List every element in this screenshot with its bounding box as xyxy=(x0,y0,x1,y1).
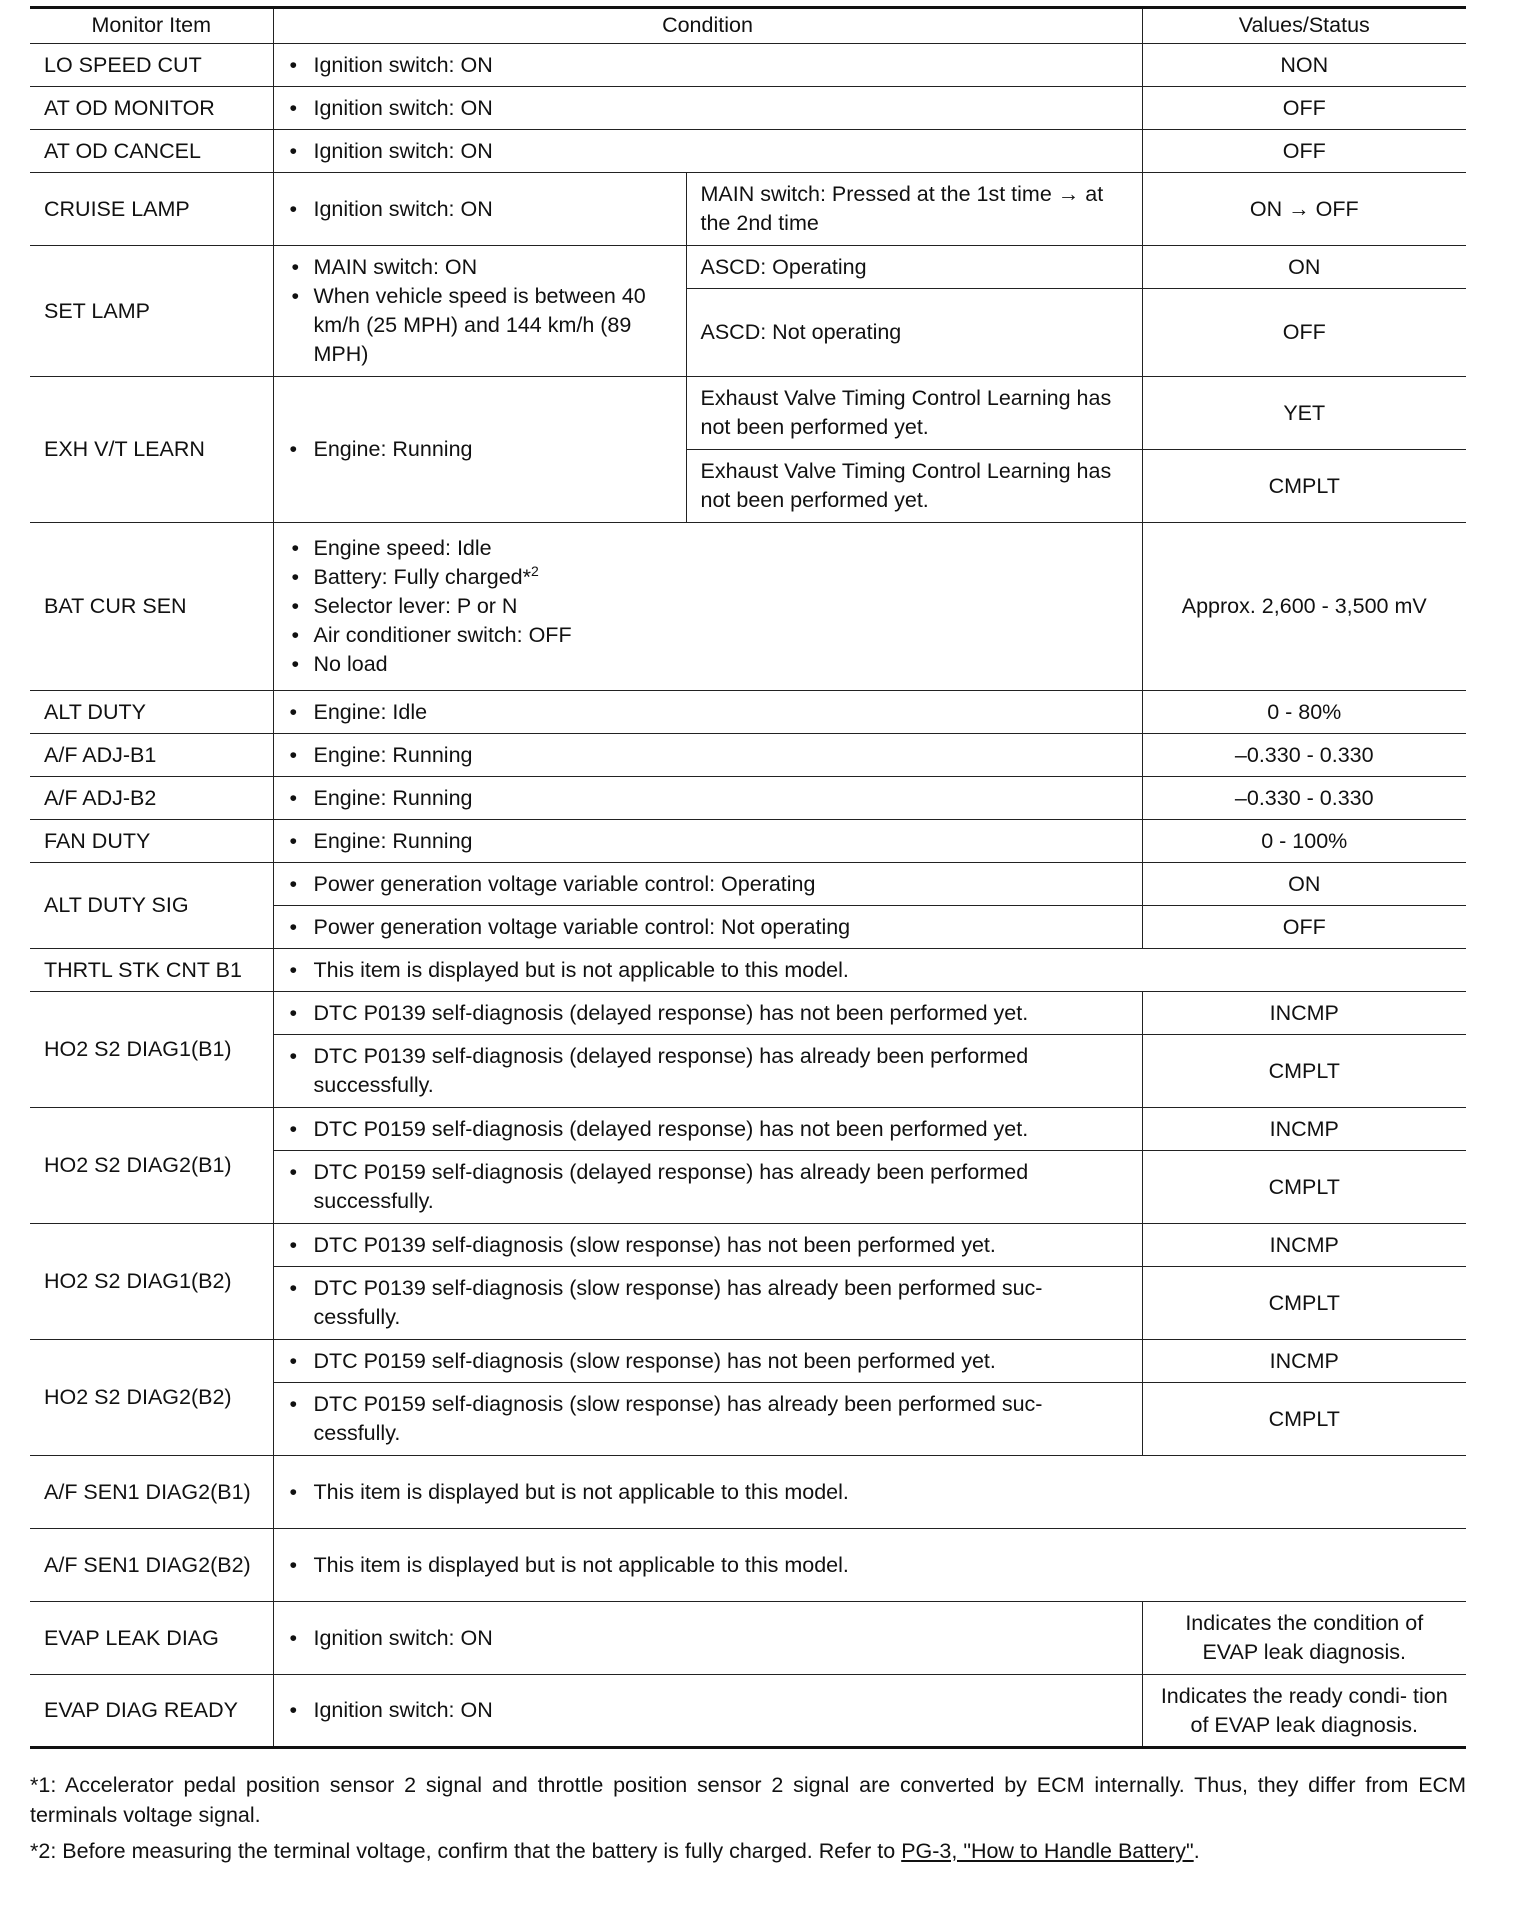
condition-text: Ignition switch: ON xyxy=(313,196,493,221)
condition xyxy=(273,130,1142,173)
condition-text: Ignition switch: ON xyxy=(313,95,493,120)
condition-text: Engine: Running xyxy=(313,437,473,461)
condition xyxy=(273,1602,1142,1675)
condition-text: Power generation voltage variable control: Not operating xyxy=(313,914,851,939)
condition-text: DTC P0159 self-diagnosis (slow response) has already been performed suc- cessfully. xyxy=(313,1392,1043,1445)
value-status: Approx. 2,600 - 3,500 mV xyxy=(1142,523,1466,691)
condition-text: This item is displayed but is not applicable to this model. xyxy=(313,1552,849,1577)
condition xyxy=(273,691,1142,734)
condition-text: Ignition switch: ON xyxy=(313,52,493,77)
monitor-item: EXH V/T LEARN xyxy=(30,377,273,523)
bullet: • xyxy=(291,623,300,647)
condition xyxy=(273,1035,1142,1108)
bullet: • xyxy=(291,652,300,676)
value-status: CMPLT xyxy=(1142,1267,1466,1340)
value-status: Indicates the condition of EVAP leak diagnosis. xyxy=(1142,1602,1466,1675)
bullet: • xyxy=(291,536,300,560)
table-header-row xyxy=(30,8,1466,44)
monitor-item: CRUISE LAMP xyxy=(30,173,273,246)
condition-text: DTC P0159 self-diagnosis (slow response) has not been performed yet. xyxy=(313,1348,996,1373)
bullet: • xyxy=(291,284,300,308)
bullet: • xyxy=(289,1625,298,1650)
condition xyxy=(273,173,686,246)
condition xyxy=(273,87,1142,130)
monitor-item: HO2 S2 DIAG1(B2) xyxy=(30,1224,273,1340)
value-status: INCMP xyxy=(1142,992,1466,1035)
condition-text: Ignition switch: ON xyxy=(313,1625,493,1650)
condition xyxy=(273,734,1142,777)
monitor-item: HO2 S2 DIAG2(B2) xyxy=(30,1340,273,1456)
condition-text: Engine speed: Idle xyxy=(313,536,492,560)
condition-text: DTC P0139 self-diagnosis (slow response) has not been performed yet. xyxy=(313,1232,996,1257)
condition xyxy=(273,1151,1142,1224)
value-status: –0.330 - 0.330 xyxy=(1142,734,1466,777)
bullet: • xyxy=(289,1000,298,1025)
bullet: • xyxy=(289,742,298,767)
table-row xyxy=(30,1602,1466,1675)
table-row xyxy=(30,246,1466,289)
bullet: • xyxy=(289,1698,298,1722)
condition-text: Air conditioner switch: OFF xyxy=(313,623,572,647)
footnote-2-text: *2: Before measuring the terminal voltage, confirm that the battery is fully charged. Refer to xyxy=(30,1839,902,1863)
table-row xyxy=(30,1675,1466,1748)
footnote-1: *1: Accelerator pedal position sensor 2 signal and throttle position sensor 2 signal are converted by ECM internally. Thus, they differ from ECM terminals voltage signal. xyxy=(30,1773,1466,1827)
table-row xyxy=(30,1456,1466,1529)
footnote-marker: 2 xyxy=(531,562,539,579)
condition-text: DTC P0159 self-diagnosis (delayed response) has not been performed yet. xyxy=(313,1116,1029,1141)
condition-text: Power generation voltage variable control: Operating xyxy=(313,871,816,896)
monitor-item: HO2 S2 DIAG1(B1) xyxy=(30,992,273,1108)
value-status: YET xyxy=(1142,377,1466,450)
bullet: • xyxy=(289,785,298,810)
bullet: • xyxy=(289,914,298,939)
monitor-item-table xyxy=(30,6,1466,1749)
condition-text: Selector lever: P or N xyxy=(313,594,518,618)
bullet: • xyxy=(289,95,298,120)
bullet: • xyxy=(289,196,298,221)
monitor-item: A/F SEN1 DIAG2(B2) xyxy=(30,1529,273,1602)
value-status: NON xyxy=(1142,44,1466,87)
bullet: • xyxy=(289,52,298,77)
sub-condition: Exhaust Valve Timing Control Learning has not been performed yet. xyxy=(686,450,1142,523)
bullet: • xyxy=(289,138,298,163)
condition-text: MAIN switch: ON xyxy=(313,255,478,279)
monitor-item: A/F ADJ-B2 xyxy=(30,777,273,820)
value-status: ON xyxy=(1142,246,1466,289)
bullet: • xyxy=(289,1552,298,1577)
monitor-item: ALT DUTY xyxy=(30,691,273,734)
table-row xyxy=(30,173,1466,246)
condition-text: When vehicle speed is between 40 km/h (25 MPH) and 144 km/h (89 MPH) xyxy=(313,284,646,366)
header-condition: Condition xyxy=(273,8,1142,44)
condition xyxy=(273,949,1466,992)
condition xyxy=(273,906,1142,949)
bullet: • xyxy=(289,1160,298,1184)
monitor-item: ALT DUTY SIG xyxy=(30,863,273,949)
bullet: • xyxy=(289,437,298,461)
monitor-item: THRTL STK CNT B1 xyxy=(30,949,273,992)
monitor-item: SET LAMP xyxy=(30,246,273,377)
table-row xyxy=(30,863,1466,906)
value-status: ON → OFF xyxy=(1142,173,1466,246)
condition xyxy=(273,863,1142,906)
table-row xyxy=(30,1529,1466,1602)
table-row xyxy=(30,377,1466,450)
monitor-item: AT OD CANCEL xyxy=(30,130,273,173)
condition-text: Engine: Running xyxy=(313,828,473,853)
condition xyxy=(273,246,686,377)
monitor-item: BAT CUR SEN xyxy=(30,523,273,691)
condition xyxy=(273,44,1142,87)
value-status: OFF xyxy=(1142,130,1466,173)
condition xyxy=(273,1267,1142,1340)
bullet: • xyxy=(289,699,298,724)
sub-condition: ASCD: Operating xyxy=(686,246,1142,289)
condition-text: Engine: Idle xyxy=(313,699,428,724)
table-row xyxy=(30,820,1466,863)
value-status: CMPLT xyxy=(1142,450,1466,523)
bullet: • xyxy=(291,594,300,618)
bullet: • xyxy=(291,255,300,279)
condition xyxy=(273,1529,1466,1602)
table-row xyxy=(30,734,1466,777)
value-status: INCMP xyxy=(1142,1340,1466,1383)
monitor-table-page xyxy=(30,6,1466,1749)
value-status: CMPLT xyxy=(1142,1151,1466,1224)
bullet: • xyxy=(289,1116,298,1141)
table-row xyxy=(30,1108,1466,1151)
value-status: INCMP xyxy=(1142,1108,1466,1151)
monitor-item: HO2 S2 DIAG2(B1) xyxy=(30,1108,273,1224)
sub-condition: Exhaust Valve Timing Control Learning has not been performed yet. xyxy=(686,377,1142,450)
condition-text: This item is displayed but is not applicable to this model. xyxy=(313,1479,849,1504)
value-status: 0 - 100% xyxy=(1142,820,1466,863)
condition xyxy=(273,777,1142,820)
monitor-item: LO SPEED CUT xyxy=(30,44,273,87)
footnote-2 xyxy=(30,1836,1466,1866)
condition xyxy=(273,377,686,523)
header-values-status: Values/Status xyxy=(1142,8,1466,44)
condition xyxy=(273,1224,1142,1267)
condition xyxy=(273,1108,1142,1151)
bullet: • xyxy=(291,565,300,589)
sub-condition: ASCD: Not operating xyxy=(686,289,1142,377)
monitor-item: A/F ADJ-B1 xyxy=(30,734,273,777)
condition-text: Ignition switch: ON xyxy=(313,138,493,163)
table-row xyxy=(30,87,1466,130)
footnotes xyxy=(30,1770,1466,1872)
table-row xyxy=(30,949,1466,992)
value-status: CMPLT xyxy=(1142,1383,1466,1456)
condition-text: DTC P0159 self-diagnosis (delayed response) has already been performed successfully. xyxy=(313,1160,1029,1213)
condition xyxy=(273,523,1142,691)
condition xyxy=(273,1675,1142,1748)
bullet: • xyxy=(289,1392,298,1416)
value-status: CMPLT xyxy=(1142,1035,1466,1108)
bullet: • xyxy=(289,1276,298,1300)
header-monitor-item: Monitor Item xyxy=(30,8,273,44)
monitor-item: EVAP LEAK DIAG xyxy=(30,1602,273,1675)
condition-text: Engine: Running xyxy=(313,785,473,810)
condition-text: Ignition switch: ON xyxy=(313,1698,493,1722)
monitor-item: A/F SEN1 DIAG2(B1) xyxy=(30,1456,273,1529)
condition xyxy=(273,992,1142,1035)
monitor-item: FAN DUTY xyxy=(30,820,273,863)
condition-text: This item is displayed but is not applicable to this model. xyxy=(313,957,849,982)
bullet: • xyxy=(289,871,298,896)
condition xyxy=(273,820,1142,863)
table-row xyxy=(30,1224,1466,1267)
bullet: • xyxy=(289,1044,298,1068)
bullet: • xyxy=(289,828,298,853)
table-row xyxy=(30,523,1466,691)
bullet: • xyxy=(289,1348,298,1373)
condition xyxy=(273,1340,1142,1383)
value-status: INCMP xyxy=(1142,1224,1466,1267)
battery-reference-link[interactable]: PG-3, "How to Handle Battery" xyxy=(901,1839,1194,1863)
table-row xyxy=(30,1340,1466,1383)
condition-text: DTC P0139 self-diagnosis (slow response) has already been performed suc- cessfully. xyxy=(313,1276,1043,1329)
table-row xyxy=(30,777,1466,820)
value-status: OFF xyxy=(1142,906,1466,949)
condition xyxy=(273,1456,1466,1529)
condition-text: DTC P0139 self-diagnosis (delayed response) has already been performed successfully. xyxy=(313,1044,1029,1097)
table-row xyxy=(30,44,1466,87)
bullet: • xyxy=(289,1232,298,1257)
footnote-2-end: . xyxy=(1193,1839,1200,1863)
condition-text: DTC P0139 self-diagnosis (delayed response) has not been performed yet. xyxy=(313,1000,1029,1025)
value-status: 0 - 80% xyxy=(1142,691,1466,734)
sub-condition: MAIN switch: Pressed at the 1st time → at the 2nd time xyxy=(686,173,1142,246)
condition-text: Battery: Fully charged* xyxy=(313,565,531,589)
table-row xyxy=(30,992,1466,1035)
monitor-item: EVAP DIAG READY xyxy=(30,1675,273,1748)
value-status: –0.330 - 0.330 xyxy=(1142,777,1466,820)
value-status: OFF xyxy=(1142,289,1466,377)
table-row xyxy=(30,130,1466,173)
monitor-item: AT OD MONITOR xyxy=(30,87,273,130)
condition-text: Engine: Running xyxy=(313,742,473,767)
value-status: ON xyxy=(1142,863,1466,906)
value-status: Indicates the ready condi- tion of EVAP leak diagnosis. xyxy=(1142,1675,1466,1748)
bullet: • xyxy=(289,1479,298,1504)
value-status: OFF xyxy=(1142,87,1466,130)
condition xyxy=(273,1383,1142,1456)
table-row xyxy=(30,691,1466,734)
condition-text: No load xyxy=(313,652,388,676)
bullet: • xyxy=(289,957,298,982)
